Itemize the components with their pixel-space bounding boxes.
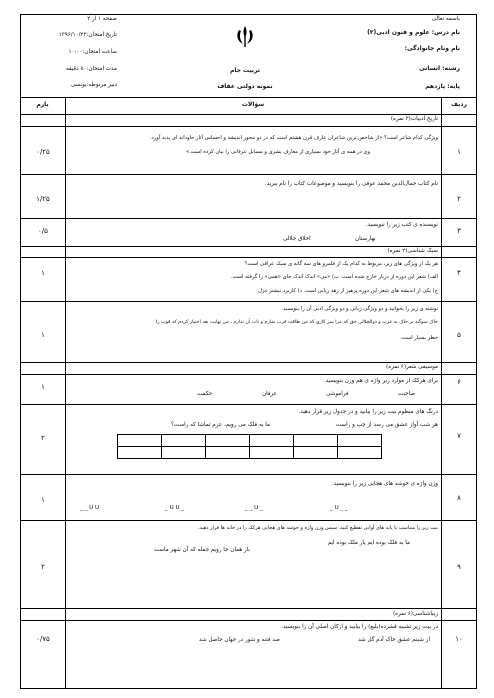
question-score: ۱ (41, 269, 45, 277)
question-number: ۲ (457, 195, 461, 203)
question-text: درنگ های منظوم بیت زیر را بیابید و در جدول زیر قرار دهید. (298, 409, 438, 415)
question-number: ۹ (457, 563, 461, 571)
meter-pattern: _ U U _ (165, 505, 185, 511)
question-score: ۰/۷۵ (36, 635, 50, 643)
item-text: صاحبت (398, 391, 416, 397)
emblem-icon (233, 24, 257, 50)
field-label: رشته: انسانی (419, 65, 460, 72)
col-score-header: بارم (36, 101, 49, 108)
exam-time: ساعت امتحان:۱۰:۰۰ (68, 49, 117, 55)
section-stylistics: سبک شناسی(۲ نمره) (387, 248, 438, 254)
question-score: ۲ (41, 563, 45, 571)
question-number: ۸ (457, 494, 461, 502)
question-score: ۱ (41, 496, 45, 504)
row-column-divider (441, 97, 442, 689)
verse-line: باز همان جا رویم جمله که آن شهر ماست (153, 547, 250, 553)
grade-label: پایه: یازدهم (425, 83, 460, 90)
col-row-header: ردیف (451, 101, 467, 108)
question-text: نام کتاب جمال‌الدین محمد عوفی را بنویسید و موضوعات کتاب را نام ببرید. (264, 181, 438, 187)
exam-date: تاریخ امتحان:۱۳۹۶/۱۰/۲۳ (58, 32, 117, 38)
question-number: ۴ (457, 269, 461, 277)
question-score: ۱ (41, 383, 45, 391)
verse-line: ما به فلک بوده ایم یار ملک بوده ایم (327, 540, 410, 546)
question-text: خطر بسیار است. (400, 335, 438, 341)
subject-label: نام درس: علوم و فنون ادبی(۲) (367, 29, 460, 36)
question-number: ۷ (457, 432, 461, 440)
question-text: وی در همه ی آثار خود بسیاری از معارف بشری و مسایل عرفانی را بیان کرده است.» (185, 149, 370, 155)
verse-line: ما به فلک می رویم، عزم تماشا که راست؟ (171, 422, 270, 428)
school-line-1: تربیت جام (229, 67, 261, 74)
question-number: ۱ (457, 148, 461, 156)
item-text: حکمت (197, 391, 213, 397)
question-number: ۶ (457, 378, 461, 386)
col-questions-header: سؤالات (241, 101, 265, 108)
section-history: تاریخ ادبیات(۲ نمره) (390, 116, 438, 122)
section-music: موسیقی شعر(۶ نمره) (386, 364, 438, 370)
student-name-label: نام ونام خانوادگی: (404, 45, 460, 52)
meter-pattern: _ _ U U (80, 505, 100, 511)
item-text: عرفان (262, 391, 277, 397)
verse-line: صد فتنه و شور در جهان حاصل شد (199, 637, 280, 643)
question-text: ویژگی کدام شاعر است؟ «از شاخص ترین شاعران عارف قرن هشتم است که در دو محور اندیشه و احساس آثار جاودانه ای پدید آورد. (149, 135, 438, 141)
question-number: ۱۰ (455, 635, 463, 643)
verse-line: هر شب آواز عشق می رسد از چپ و راست (335, 422, 438, 428)
bismillah: باسمه تعالی (431, 16, 460, 22)
question-text: ج) یکی از اندیشه های شعر این دوره پرهیز از زهد ریایی است. د) کاربرد بیشتر غزل (258, 288, 438, 294)
item-text: بهارستان (355, 236, 376, 242)
question-score: ۲ (41, 434, 45, 442)
question-score: ۰/۵ (38, 227, 48, 235)
question-text: الف) شعر این دوره از دربار خارج شده است. ب) «می» اندک اندک جای «همی» را گرفته است. (230, 274, 438, 280)
question-score: ۱ (41, 331, 45, 339)
item-text: اخلاق جلالی (283, 236, 311, 242)
teacher-name: دبیر مربوطه:یونسی (70, 82, 117, 88)
item-text: فراموشی (326, 391, 349, 397)
question-score: ۰/۲۵ (36, 148, 50, 156)
question-text: برای هرکک از موارد زیر واژه ی هم وزن بنویسید. (323, 378, 438, 384)
question-score: ۱/۲۵ (36, 195, 50, 203)
page-number: صفحه ۱ از ۲ (87, 16, 117, 22)
question-text: خاک سوگند بر خاک به عزت و ذوالجلالی حق که مرا سر کاری که من طاقت قرب نمارم و تاب آن ندارم ، من نهایت بعد اختیار کردم که قوت را (155, 320, 438, 325)
school-line-2: نمونه دولتی عفاف (217, 83, 273, 90)
score-column-divider (65, 97, 66, 689)
meter-pattern: _ U _ _ (330, 505, 348, 511)
question-text: وزن واژه ی خوشه های هجایی زیر را بنویسید. (331, 481, 438, 487)
section-aesthetics: زیباشناسی(۶ نمره) (392, 611, 438, 617)
verse-line: از شبنم عشق خاک آدم گل شد (358, 637, 430, 643)
exam-duration: مدت امتحان:۸۰ دقیقه (65, 66, 117, 72)
question-number: ۳ (457, 227, 461, 235)
question-text: هر یک از ویژگی های زیر، مربوط به کدام یک از قلمرو های سه گانه ی سبک عراقی است؟ (244, 261, 438, 267)
question-number: ۵ (457, 331, 461, 339)
answer-table[interactable] (117, 434, 382, 459)
question-text: بیت زیر را متناسب با پایه های آوایی تقطیع کنید. سپس وزن واژه و خوشه های هجایی هرکک را در خانه ها قرار دهید. (197, 525, 438, 531)
question-text: در بیت زیر تشبیه فشرده(بلیغ) را بیابید و ارکان اصلی آن را بنویسید. (281, 624, 438, 630)
question-text: نوشته ی زیر را بخوانید و دو ویژگی زبانی و دو ویژگی ادبی آن را بنویسید. (281, 306, 438, 312)
question-text: نویسنده ی کتب زیر را بنویسید. (365, 222, 438, 228)
meter-pattern: _ _ U _ (245, 505, 263, 511)
